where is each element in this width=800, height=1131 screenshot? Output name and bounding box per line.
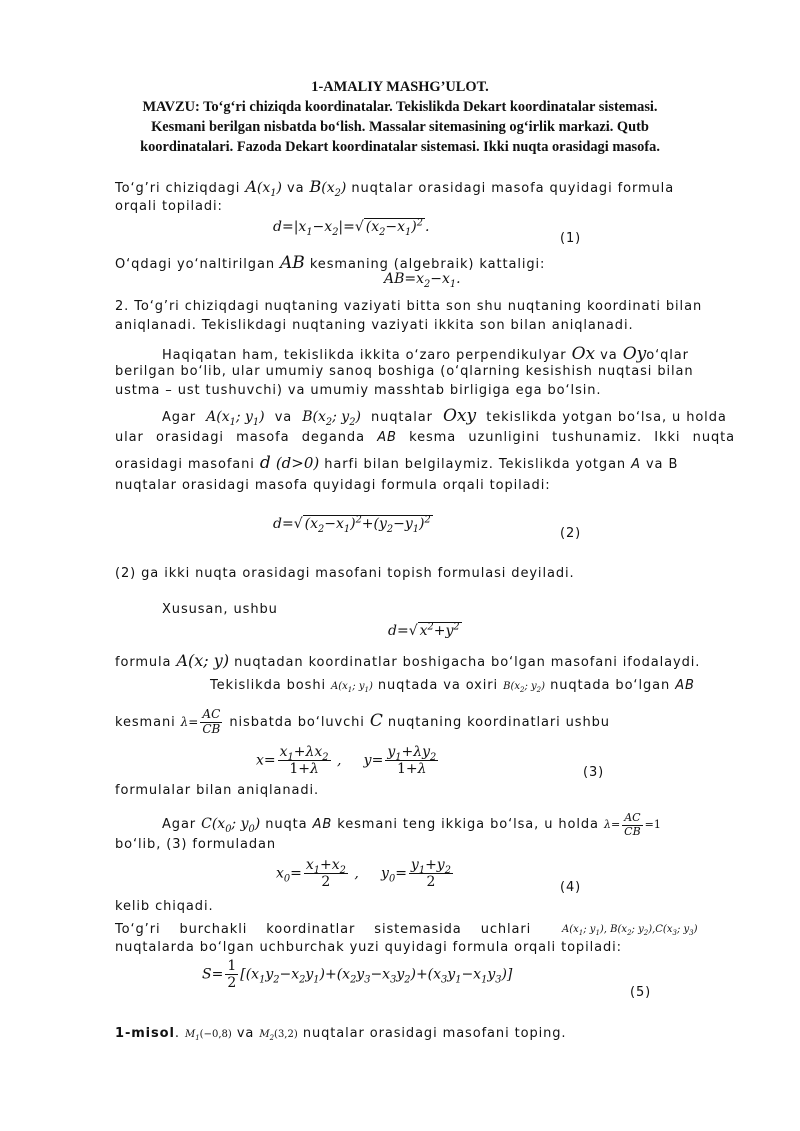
- paragraph-9-line-2: bo‘lib, (3) formuladan: [115, 837, 277, 852]
- doc-title-line-4: koordinatalari. Fazoda Dekart koordinatalar sistemasi. Ikki nuqta orasidagi masofa.: [140, 139, 660, 155]
- paragraph-7-line-1: Xususan, ushbu: [162, 602, 278, 617]
- doc-title-line-3: Kesmani berilgan nisbatda bo‘lish. Massalar sitemasining og‘irlik markazi. Qutb: [151, 119, 649, 135]
- paragraph-4-line-3: ustma – ust tushuvchi) va umumiy masshtab birligiga ega bo‘lsin.: [115, 383, 602, 398]
- paragraph-9-line-1: Agar $C(x_0$; $y_0$) nuqta AB kesmani teng ikkiga bo‘lsa, u holda λ= $\frac{AC}{CB}$ =1: [162, 811, 661, 838]
- paragraph-4-line-1: Haqiqatan ham, tekislikda ikkita o‘zaro perpendikulyar Ox va Oyo‘qlar: [162, 344, 689, 364]
- paragraph-8-line-1: Tekislikda boshi $A(x_1$; $y_1$) nuqtada va oxiri $B(x_2$; $y_2$) nuqtada bo‘lgan AB: [210, 678, 695, 694]
- equation-1-label: (1): [560, 231, 582, 246]
- equation-2: d=√ $(x_2-x_1)^2+(y_2-y_1)^2$: [273, 514, 431, 535]
- equation-ab: $AB=x_2-x_1$.: [384, 271, 461, 290]
- equation-5: S= $\frac{1}{2}$ $[(x_1y_2-x_2y_1)+(x_2y_3-x_3y_2)+(x_3y_1-x_1y_3)]$: [202, 958, 513, 992]
- doc-title-line-2: MAVZU: To‘g‘ri chiziqda koordinatalar. Tekislikda Dekart koordinatalar sistemasi.: [142, 99, 658, 115]
- equation-4-label: (4): [560, 880, 582, 895]
- paragraph-7-line-2: formula A(x; y) nuqtadan koordinatlar boshigacha bo‘lgan masofani ifodalaydi.: [115, 651, 701, 670]
- equation-4: $x_0=$ $\frac{x_1+x_2}{2}$ , $y_0=$ $\frac{y_1+y_2}{2}$: [276, 857, 451, 891]
- paragraph-3-line-1: 2. To‘g’ri chiziqdagi nuqtaning vaziyati bitta son shu nuqtaning koordinati bilan: [115, 299, 703, 314]
- paragraph-5-line-4: nuqtalar orasidagi masofa quyidagi formula orqali topiladi:: [115, 478, 551, 493]
- paragraph-5-line-3: orasidagi masofani d (d>0) harfi bilan belgilaymiz. Tekislikda yotgan A va B: [115, 453, 679, 473]
- paragraph-2: O‘qdagi yo‘naltirilgan AB kesmaning (algebraik) kattaligi:: [115, 253, 546, 273]
- doc-title-line-1: 1-AMALIY MASHG’ULOT.: [311, 79, 489, 95]
- example-1: 1-misol. $M_1(-0,8)$ va $M_2(3,2)$ nuqtalar orasidagi masofani toping.: [115, 1026, 567, 1042]
- equation-1: $d=|x_1-x_2|=√$ $(x_2-x_1)^2$ .: [273, 217, 430, 238]
- equation-d-origin: d=√ $x^2+y^2$: [388, 621, 460, 639]
- paragraph-4-line-2: berilgan bo‘lib, ular umumiy sanoq boshiga (o‘qlarning kesishish nuqtasi bilan: [115, 364, 694, 379]
- paragraph-8-line-2: kesmani λ= $\frac{AC}{CB}$ nisbatda bo‘luvchi C nuqtaning koordinatlari ushbu: [115, 707, 610, 736]
- equation-2-label: (2): [560, 526, 582, 541]
- paragraph-10-line-2: nuqtalarda bo‘lgan uchburchak yuzi quyidagi formula orqali topiladi:: [115, 940, 622, 955]
- paragraph-8-after: formulalar bilan aniqlanadi.: [115, 783, 320, 798]
- equation-3-label: (3): [583, 765, 605, 780]
- equation-3: x= $\frac{x_1+\lambda x_2}{1+\lambda}$ , y= $\frac{y_1+\lambda y_2}{1+\lambda}$: [256, 744, 437, 778]
- paragraph-9-after: kelib chiqadi.: [115, 899, 214, 914]
- paragraph-5-line-1: Agar $A(x_1$; $y_1$) va $B(x_2$; $y_2$) nuqtalar Oxy tekislikda yotgan bo‘lsa, u holda: [162, 406, 727, 428]
- paragraph-6: (2) ga ikki nuqta orasidagi masofani topish formulasi deyiladi.: [115, 566, 575, 581]
- equation-5-label: (5): [630, 985, 652, 1000]
- paragraph-10-line-1: To‘g’ri burchakli koordinatlar sistemasida uchlari $A(x_1$; $y_1$), $B(x_2$; $y_2),C(x_3$; $y_3$): [115, 922, 698, 937]
- paragraph-3-line-2: aniqlanadi. Tekislikdagi nuqtaning vaziyati ikkita son bilan aniqlanadi.: [115, 318, 634, 333]
- paragraph-1-line-1: To‘g’ri chiziqdagi $A(x_1)$ va $B(x_2)$ nuqtalar orasidagi masofa quyidagi formula: [115, 177, 675, 199]
- paragraph-5-line-2: ular orasidagi masofa deganda AB kesma uzunligini tushunamiz. Ikki nuqta: [115, 430, 735, 445]
- paragraph-1-line-2: orqali topiladi:: [115, 199, 223, 214]
